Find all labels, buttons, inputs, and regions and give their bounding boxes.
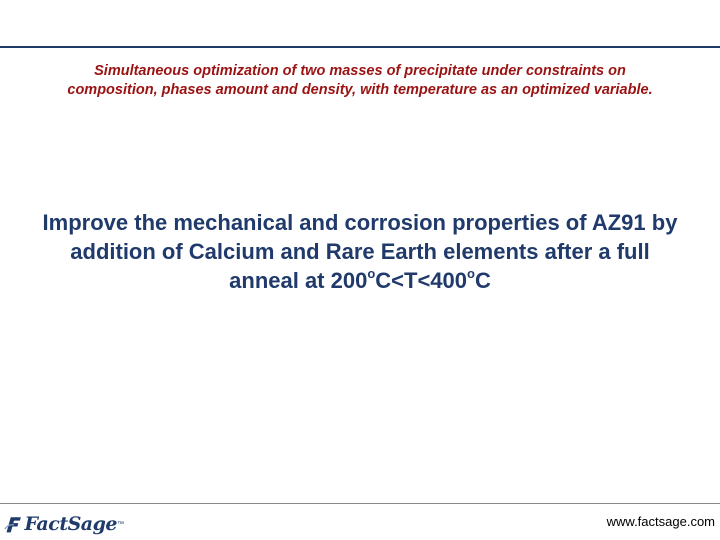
- headline-line-1: Improve the mechanical and corrosion properties of AZ91 by: [42, 210, 678, 235]
- headline-text-b: C<T<400: [375, 268, 468, 293]
- factsage-mark-icon: [4, 512, 22, 536]
- factsage-logo: [4, 508, 124, 540]
- degree-sup-1: o: [367, 265, 376, 281]
- headline-text-c: C: [474, 268, 491, 293]
- headline-line-3: [8, 266, 712, 295]
- headline-line-2: addition of Calcium and Rare Earth elements after a full: [70, 239, 650, 264]
- footer-url[interactable]: www.factsage.com: [606, 514, 715, 529]
- subtitle-line-2: composition, phases amount and density, with temperature as an optimized variable.: [67, 82, 653, 98]
- slide-headline: [8, 208, 712, 295]
- headline-text-a: anneal at 200: [229, 268, 368, 293]
- bottom-divider: [0, 503, 720, 504]
- subtitle-line-1: Simultaneous optimization of two masses of precipitate under constraints on: [94, 63, 626, 79]
- logo-trademark: ™: [117, 520, 124, 528]
- slide-subtitle: [10, 62, 710, 100]
- degree-sup-2: o: [467, 265, 475, 281]
- logo-wordmark: FactSage: [24, 513, 117, 535]
- top-divider: [0, 46, 720, 48]
